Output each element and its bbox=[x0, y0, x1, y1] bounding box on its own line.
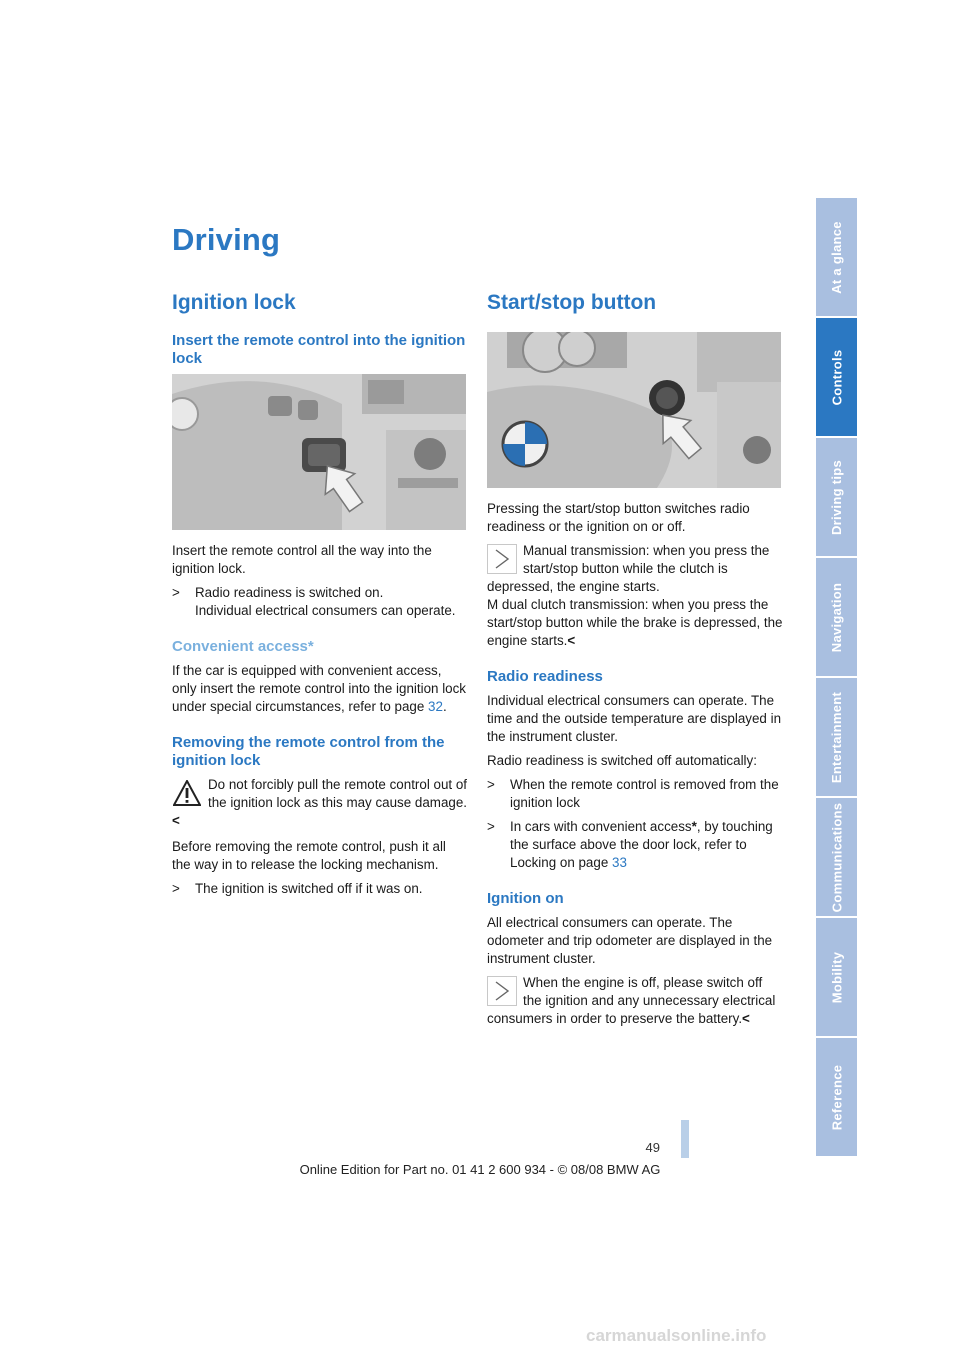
ignition-off-bullet bbox=[172, 880, 468, 898]
note-arrow-icon bbox=[487, 544, 517, 574]
tab-mobility[interactable] bbox=[816, 918, 857, 1036]
tab-reference[interactable] bbox=[816, 1038, 857, 1156]
tab-label: Controls bbox=[829, 349, 844, 405]
tab-label: Navigation bbox=[829, 582, 844, 652]
bullet-mark: > bbox=[487, 777, 495, 792]
page-33-link[interactable]: 33 bbox=[612, 855, 627, 870]
radio-off-text: Radio readiness is switched off automatically: bbox=[487, 753, 757, 768]
insert-remote-heading: Insert the remote control into the ignition lock bbox=[172, 332, 466, 367]
start-stop-photo bbox=[487, 332, 781, 488]
end-mark: < bbox=[172, 813, 180, 828]
bullet-line-2: Individual electrical consumers can operate. bbox=[195, 603, 456, 618]
removing-remote-heading: Removing the remote control from the ignition lock bbox=[172, 734, 445, 769]
radio-readiness-text: Individual electrical consumers can operate. The time and the outside temperature are displayed in the instrument cluster. bbox=[487, 693, 782, 744]
bullet-text-b: , by touching the surface above the door lock, refer to Locking on page bbox=[510, 819, 773, 870]
battery-note-text: When the engine is off, please switch off the ignition and any unnecessary electrical consumers in order to preserve the battery. bbox=[487, 975, 776, 1026]
tab-label: Communications bbox=[829, 802, 844, 912]
page-title: Driving bbox=[172, 222, 281, 257]
left-column bbox=[172, 290, 468, 904]
bullet-text: The ignition is switched off if it was on. bbox=[195, 881, 423, 896]
tab-navigation[interactable] bbox=[816, 558, 857, 676]
release-text: Before removing the remote control, push it all the way in to release the locking mechanism. bbox=[172, 839, 446, 872]
tab-label: Reference bbox=[829, 1064, 845, 1130]
bullet-text: When the remote control is removed from the ignition lock bbox=[510, 777, 779, 810]
bullet-line-1: Radio readiness is switched on. bbox=[195, 585, 384, 600]
tab-driving-tips[interactable] bbox=[816, 438, 857, 556]
battery-note bbox=[487, 974, 783, 1028]
convenient-access-heading: Convenient access* bbox=[172, 638, 314, 655]
page-number: 49 bbox=[645, 1140, 660, 1155]
radio-readiness-heading: Radio readiness bbox=[487, 668, 603, 685]
ignition-lock-photo bbox=[172, 374, 466, 530]
tab-at-a-glance[interactable] bbox=[816, 198, 857, 316]
page-number-bar bbox=[681, 1120, 689, 1158]
end-mark: < bbox=[742, 1011, 750, 1026]
chapter-sidebar bbox=[816, 198, 857, 1160]
tab-entertainment[interactable] bbox=[816, 678, 857, 796]
convenient-access-text bbox=[172, 662, 468, 716]
start-stop-heading: Start/stop button bbox=[487, 291, 657, 314]
start-stop-text: Pressing the start/stop button switches radio readiness or the ignition on or off. bbox=[487, 501, 750, 534]
watermark: carmanualsonline.info bbox=[586, 1326, 767, 1345]
ignition-on-heading: Ignition on bbox=[487, 890, 564, 907]
warning-triangle-icon bbox=[172, 778, 202, 808]
footer-edition: Online Edition for Part no. 01 41 2 600 934 - © 08/08 BMW AG bbox=[299, 1162, 661, 1177]
optional-star: * bbox=[691, 819, 697, 834]
period: . bbox=[442, 699, 447, 714]
manual-transmission-text: Manual transmission: when you press the start/stop button while the clutch is depressed, the engine starts. bbox=[487, 543, 770, 594]
bullet-mark: > bbox=[172, 585, 180, 600]
note-arrow-icon bbox=[487, 976, 517, 1006]
convenient-access-bullet bbox=[487, 818, 783, 872]
bullet-text-a: In cars with convenient access bbox=[510, 819, 692, 834]
convenient-access-body: If the car is equipped with convenient access, only insert the remote control into the ignition lock under special circumstances, refer to page bbox=[172, 663, 467, 714]
page-32-link[interactable]: 32 bbox=[428, 699, 443, 714]
warning-note bbox=[172, 776, 468, 830]
radio-readiness-bullet bbox=[172, 584, 468, 620]
ignition-lock-heading: Ignition lock bbox=[172, 291, 296, 314]
bullet-mark: > bbox=[487, 819, 495, 834]
end-mark: < bbox=[567, 633, 576, 648]
start-stop-illustration bbox=[487, 332, 781, 488]
tab-label: At a glance bbox=[829, 220, 844, 294]
ignition-on-text: All electrical consumers can operate. The odometer and trip odometer are displayed in the instrument cluster. bbox=[487, 915, 773, 966]
tab-label: Mobility bbox=[829, 951, 845, 1003]
transmission-note bbox=[487, 542, 783, 650]
dual-clutch-text: M dual clutch transmission: when you press the start/stop button while the brake is depressed, the engine starts. bbox=[487, 597, 783, 648]
ignition-lock-illustration bbox=[172, 374, 466, 530]
tab-label: Entertainment bbox=[829, 691, 844, 783]
warning-text: Do not forcibly pull the remote control out of the ignition lock as this may cause damage. bbox=[208, 777, 468, 810]
tab-label: Driving tips bbox=[829, 459, 845, 535]
tab-communications[interactable] bbox=[816, 798, 857, 916]
bullet-mark: > bbox=[172, 881, 180, 896]
insert-remote-text: Insert the remote control all the way into the ignition lock. bbox=[172, 543, 432, 576]
right-column bbox=[487, 290, 783, 1036]
tab-controls[interactable] bbox=[816, 318, 857, 436]
remote-removed-bullet bbox=[487, 776, 783, 812]
